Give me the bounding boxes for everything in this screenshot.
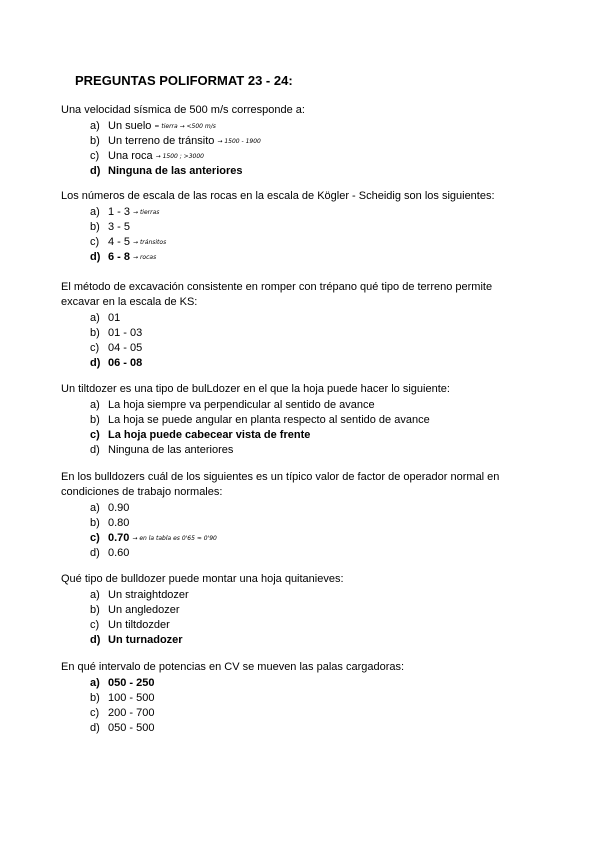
option-text: 100 - 500 <box>108 692 155 704</box>
correct-option <box>61 250 531 265</box>
option-letter: a) <box>90 312 100 324</box>
correct-option <box>61 633 531 648</box>
option-letter: d) <box>90 547 100 559</box>
option <box>61 501 531 516</box>
option-text: 6 - 8 <box>108 251 131 263</box>
question-text: En qué intervalo de potencias en CV se mueven las palas cargadoras: <box>61 661 405 673</box>
handwritten-note: → tierras <box>133 209 160 216</box>
option-text: Un angledozer <box>108 604 180 616</box>
option-letter: d) <box>90 444 100 456</box>
option <box>61 220 531 235</box>
option-text: 0.60 <box>108 547 130 559</box>
question-1 <box>61 103 531 179</box>
handwritten-note: → 1500 - 1900 <box>217 138 261 145</box>
option <box>61 546 531 561</box>
option <box>61 706 531 721</box>
question-text: Los números de escala de las rocas en la escala de Kögler - Scheidig son los siguientes: <box>61 190 495 202</box>
option-letter: a) <box>90 399 100 411</box>
option <box>61 603 531 618</box>
option-text: Un terreno de tránsito <box>108 135 215 147</box>
option-letter: b) <box>90 414 100 426</box>
question-4 <box>61 382 531 458</box>
option-text: La hoja siempre va perpendicular al sentido de avance <box>108 399 375 411</box>
option-letter: c) <box>90 236 100 248</box>
question-7 <box>61 660 531 736</box>
option <box>61 326 531 341</box>
option <box>61 618 531 633</box>
option-text: 4 - 5 <box>108 236 131 248</box>
question-text: Una velocidad sísmica de 500 m/s corresponde a: <box>61 104 305 116</box>
option-text: 04 - 05 <box>108 342 143 354</box>
option-text: 0.70 <box>108 532 130 544</box>
question-text: El método de excavación consistente en romper con trépano qué tipo de terreno permite excavar en la escala de KS: <box>61 281 493 308</box>
option-text: La hoja puede cabecear vista de frente <box>108 429 311 441</box>
option-text: 01 <box>108 312 121 324</box>
option <box>61 311 531 326</box>
option-letter: d) <box>90 634 101 646</box>
question-text: En los bulldozers cuál de los siguientes es un típico valor de factor de operador normal en condiciones de trabajo normales: <box>61 471 500 498</box>
correct-option <box>61 676 531 691</box>
option <box>61 149 531 164</box>
option-letter: b) <box>90 135 100 147</box>
option-letter: b) <box>90 604 100 616</box>
correct-option <box>61 356 531 371</box>
handwritten-note: → 1500 ; >3000 <box>155 153 204 160</box>
option-letter: b) <box>90 327 100 339</box>
option-letter: c) <box>90 532 100 544</box>
question-text: Qué tipo de bulldozer puede montar una hoja quitanieves: <box>61 573 344 585</box>
option-letter: a) <box>90 502 100 514</box>
handwritten-note: → en la tabla es 0'65 ≈ 0'90 <box>132 535 217 542</box>
option-text: 050 - 500 <box>108 722 155 734</box>
option-text: 01 - 03 <box>108 327 143 339</box>
correct-option <box>61 428 531 443</box>
option-letter: c) <box>90 619 100 631</box>
option-letter: a) <box>90 120 100 132</box>
option-text: Ninguna de las anteriores <box>108 444 234 456</box>
question-2 <box>61 189 531 265</box>
option <box>61 691 531 706</box>
question-5 <box>61 470 531 561</box>
option <box>61 134 531 149</box>
option <box>61 588 531 603</box>
option <box>61 443 531 458</box>
option-text: Un suelo <box>108 120 152 132</box>
option <box>61 398 531 413</box>
option-text: La hoja se puede angular en planta respecto al sentido de avance <box>108 414 430 426</box>
option <box>61 205 531 220</box>
option-letter: a) <box>90 206 100 218</box>
option-letter: b) <box>90 517 100 529</box>
option-text: 1 - 3 <box>108 206 131 218</box>
handwritten-note: → rocas <box>133 254 157 261</box>
handwritten-note: → tránsitos <box>133 239 167 246</box>
option-letter: c) <box>90 150 100 162</box>
option-text: 3 - 5 <box>108 221 131 233</box>
option-text: Una roca <box>108 150 153 162</box>
option-text: 200 - 700 <box>108 707 155 719</box>
option-letter: c) <box>90 707 100 719</box>
option <box>61 235 531 250</box>
option-letter: d) <box>90 251 101 263</box>
option-letter: b) <box>90 221 100 233</box>
option-letter: d) <box>90 357 101 369</box>
option-text: Un turnadozer <box>108 634 183 646</box>
option-text: 050 - 250 <box>108 677 155 689</box>
option-letter: a) <box>90 677 100 689</box>
option-letter: a) <box>90 589 100 601</box>
option-letter: d) <box>90 722 100 734</box>
option-text: Ninguna de las anteriores <box>108 165 243 177</box>
option-text: Un tiltdozder <box>108 619 170 631</box>
option-text: Un straightdozer <box>108 589 189 601</box>
option-text: 0.90 <box>108 502 130 514</box>
correct-option <box>61 164 531 179</box>
option-letter: c) <box>90 342 100 354</box>
option-letter: b) <box>90 692 100 704</box>
option-letter: c) <box>90 429 100 441</box>
option <box>61 341 531 356</box>
option <box>61 413 531 428</box>
option <box>61 119 531 134</box>
question-3 <box>61 280 531 371</box>
option-text: 0.80 <box>108 517 130 529</box>
handwritten-note: = tierra → <500 m/s <box>154 123 216 130</box>
option <box>61 516 531 531</box>
page-title: PREGUNTAS POLIFORMAT 23 - 24: <box>75 73 293 88</box>
question-text: Un tiltdozer es una tipo de bulLdozer en el que la hoja puede hacer lo siguiente: <box>61 383 450 395</box>
option-letter: d) <box>90 165 101 177</box>
correct-option <box>61 531 531 546</box>
option <box>61 721 531 736</box>
question-6 <box>61 572 531 648</box>
option-text: 06 - 08 <box>108 357 143 369</box>
